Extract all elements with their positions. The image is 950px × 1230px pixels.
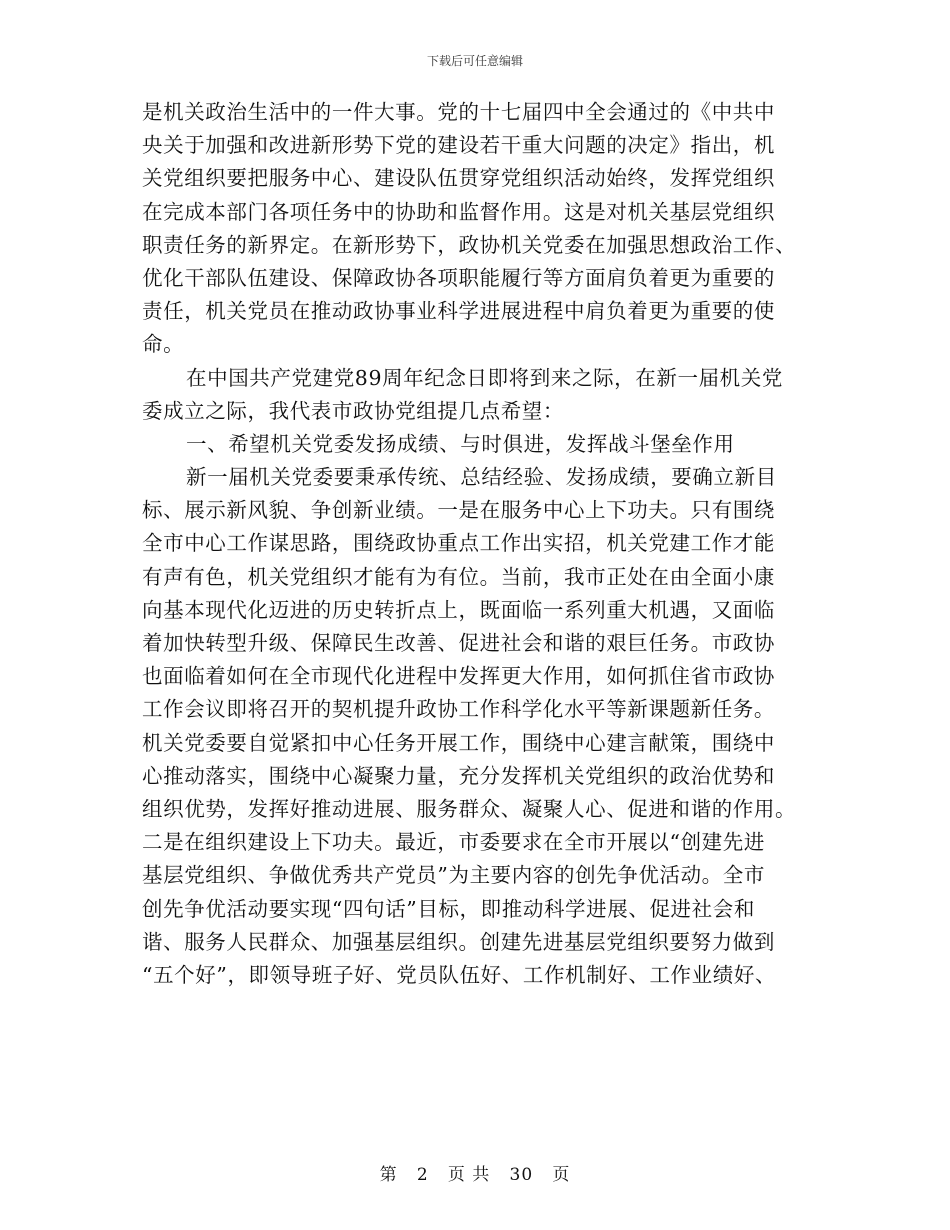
- body-line: 委成立之际，我代表市政协党组提几点希望：: [142, 398, 564, 423]
- body-line: 央关于加强和改进新形势下党的建设若干重大问题的决定》指出，机: [142, 133, 775, 158]
- body-line: 标、展示新风貌、争创新业绩。一是在服务中心上下功夫。只有围绕: [142, 498, 775, 523]
- footer-prefix: 第: [379, 1165, 398, 1185]
- body-line: 有声有色，机关党组织才能有为有位。当前，我市正处在由全面小康: [142, 564, 775, 589]
- body-line: 二是在组织建设上下功夫。最近，市委要求在全市开展以“创建先进: [142, 830, 765, 855]
- page-header-note: 下载后可任意编辑: [426, 54, 523, 68]
- body-line: 优化干部队伍建设、保障政协各项职能履行等方面肩负着更为重要的: [142, 265, 775, 290]
- body-line: 着加快转型升级、保障民生改善、促进社会和谐的艰巨任务。市政协: [142, 631, 775, 655]
- body-line: 心推动落实，围绕中心凝聚力量，充分发挥机关党组织的政治优势和: [142, 763, 775, 788]
- body-line: 向基本现代化迈进的历史转折点上，既面临一系列重大机遇，又面临: [142, 597, 775, 622]
- body-line: 关党组织要把服务中心、建设队伍贯穿党组织活动始终，发挥党组织: [142, 166, 775, 191]
- footer-middle: 页 共: [447, 1165, 491, 1185]
- body-line: 全市中心工作谋思路，围绕政协重点工作出实招，机关党建工作才能: [142, 531, 775, 556]
- body-line: 命。: [142, 332, 185, 357]
- page-number-footer: [0, 1160, 950, 1185]
- body-line: 创先争优活动要实现“四句话”目标，即推动科学进展、促进社会和: [142, 896, 755, 921]
- body-line: 责任，机关党员在推动政协事业科学进展进程中肩负着更为重要的使: [142, 299, 775, 324]
- body-line: 谐、服务人民群众、加强基层组织。创建先进基层党组织要努力做到: [142, 929, 775, 954]
- paragraph-start-line: 在中国共产党建党89周年纪念日即将到来之际，在新一届机关党: [186, 365, 783, 390]
- body-line: 也面临着如何在全市现代化进程中发挥更大作用，如何抓住省市政协: [142, 664, 775, 689]
- body-line: “五个好”，即领导班子好、党员队伍好、工作机制好、工作业绩好、: [142, 962, 777, 987]
- paragraph-start-line: 新一届机关党委要秉承传统、总结经验、发扬成绩，要确立新目: [186, 465, 777, 490]
- body-line: 机关党委要自觉紧扣中心任务开展工作，围绕中心建言献策，围绕中: [142, 730, 775, 755]
- body-line: 在完成本部门各项任务中的协助和监督作用。这是对机关基层党组织: [142, 199, 775, 224]
- body-line: 职责任务的新界定。在新形势下，政协机关党委在加强思想政治工作、: [142, 232, 797, 257]
- body-line: 组织优势，发挥好推动进展、服务群众、凝聚人心、促进和谐的作用。: [142, 796, 797, 821]
- body-line: 是机关政治生活中的一件大事。党的十七届四中全会通过的《中共中: [142, 100, 775, 124]
- body-line: 基层党组织、争做优秀共产党员”为主要内容的创先争优活动。全市: [142, 863, 765, 888]
- total-page-count: 30: [509, 1165, 534, 1185]
- document-body: [142, 96, 808, 992]
- current-page-number: 2: [416, 1165, 429, 1185]
- section-heading: 一、希望机关党委发扬成绩、与时俱进，发挥战斗堡垒作用: [186, 431, 735, 456]
- footer-suffix: 页: [552, 1165, 571, 1185]
- body-line: 工作会议即将召开的契机提升政协工作科学化水平等新课题新任务。: [142, 697, 775, 722]
